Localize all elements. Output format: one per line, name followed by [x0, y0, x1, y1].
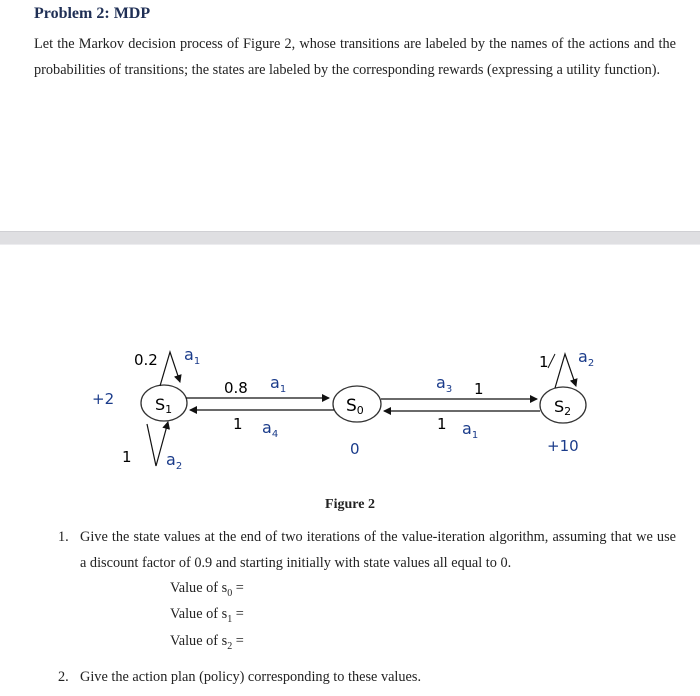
problem-intro: Let the Markov decision process of Figure 2, whose transitions are labeled by the names of the actions and the probabilities of transitions; the states are labeled by the corresponding rewards (expressing a utility function).: [34, 36, 676, 78]
problem-title: Problem 2: MDP: [34, 5, 151, 22]
edge-s1-self-bottom-prob: 1: [122, 448, 132, 466]
edge-s1-self-top-prob: 0.2: [134, 351, 158, 369]
edge-s0-to-s1-prob: 1: [233, 415, 243, 433]
figure-caption: Figure 2: [325, 497, 375, 512]
edge-s2-self: [555, 354, 576, 388]
state-s1-label: S1: [155, 395, 173, 416]
edge-s1-to-s0-action: $a_1$: [270, 373, 287, 395]
value-s0-line: Value of $s_0$ =: [170, 580, 244, 599]
section-divider: [0, 231, 700, 245]
state-s0-label: S0: [346, 396, 364, 417]
value-s2-line: Value of $s_2$ =: [170, 633, 244, 652]
question-2: [58, 664, 421, 690]
edge-s1-self-bottom: [147, 422, 168, 466]
question-2-text: Give the action plan (policy) corresponding to these values.: [80, 669, 422, 685]
edge-s2-self-action: $a_2$: [578, 347, 595, 369]
mdp-figure: [0, 330, 700, 490]
question-1-number: 1.: [58, 529, 69, 545]
question-2-number: 2.: [58, 669, 69, 685]
reward-s1: +2: [92, 390, 115, 408]
edge-s1-to-s0-prob: 0.8: [224, 379, 248, 397]
edge-s2-self-prob-slash: [548, 354, 555, 368]
edge-s0-to-s2-action: $a_3$: [436, 373, 453, 395]
edge-s0-to-s2-prob: 1: [474, 380, 484, 398]
edge-s2-self-prob: 1: [539, 353, 549, 371]
edge-s1-self-bottom-action: $a_2$: [166, 450, 183, 472]
question-1: [58, 524, 676, 576]
state-s2-label: S2: [554, 397, 572, 418]
edge-s0-to-s1-action: $a_4$: [262, 418, 279, 440]
edge-s1-self-top: [160, 352, 180, 386]
edge-s1-self-top-action: $a_1$: [184, 345, 201, 367]
reward-s2: +10: [547, 437, 579, 455]
value-s1-line: Value of $s_1$ =: [170, 606, 244, 625]
edge-s2-to-s0-action: $a_1$: [462, 419, 479, 441]
reward-s0: 0: [350, 440, 360, 458]
question-1-text: Give the state values at the end of two iterations of the value-iteration algorithm, assuming that we use a discount factor of 0.9 and starting initially with state values all equal to 0.: [80, 529, 676, 571]
edge-s2-to-s0-prob: 1: [437, 415, 447, 433]
